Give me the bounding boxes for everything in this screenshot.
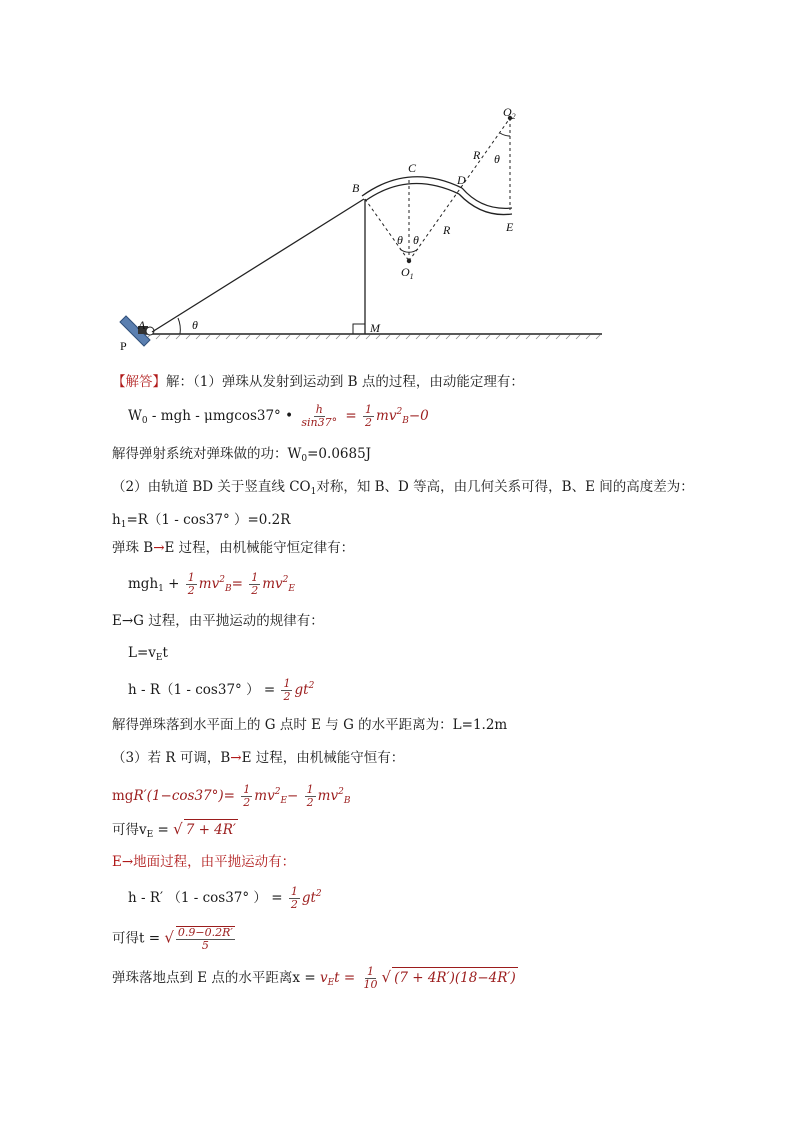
ground-hatch: [146, 335, 600, 339]
label-O2: $O_2$: [503, 105, 516, 121]
w0-result: 解得弹射系统对弹珠做的功：$W_0=0.0685J$: [112, 446, 372, 464]
angle-arc-o2: [500, 133, 510, 136]
equation-2: mgh$_1$ + $\frac{1}{2}$ $mv^2_B=$ $\frac{1}{2}$ $mv^2_E$: [128, 571, 295, 597]
label-theta-o2: θ: [494, 152, 500, 166]
part2-intro: （2）由轨道 BD 关于竖直线 $CO_1$对称，知 B、D 等高，由几何关系可得，B、E 间的高度差为：: [112, 479, 694, 497]
dash-o1-o2: [409, 118, 510, 261]
angle-arc-o1: [400, 249, 418, 252]
angle-arc: [178, 318, 180, 334]
label-R-top: R: [473, 148, 481, 162]
point-o1: [407, 259, 411, 263]
equation-1: $W_0$ - mgh - μmgcos37° • $\frac{h}{\sin 37^\circ}$ = $\frac{1}{2}$ $mv^2_B-0$: [128, 403, 429, 429]
h1-equation: $h_1=R(1 - \cos 37^\circ$ ）=0.2R: [112, 512, 291, 530]
equation-4: h - R（1 - cos37° ） = $\frac{1}{2}$ $gt^2$: [128, 677, 315, 703]
label-P: P: [120, 339, 127, 353]
part3-intro: （3）若 R 可调，B→E 过程，由机械能守恒有：: [112, 750, 405, 766]
equation-3: $L=v_Et$: [128, 645, 168, 663]
label-theta-right: θ: [413, 233, 419, 247]
label-D: D: [457, 173, 466, 187]
label-theta: θ: [192, 318, 198, 332]
t-result: 可得t = √ $\frac{0.9-0.2R'}{5}$: [112, 926, 233, 952]
e-ground-process: E→地面过程，由平抛运动有：: [112, 854, 296, 870]
label-C: C: [408, 161, 417, 175]
solution-header: 【解答】解：（1）弹珠从发射到运动到 B 点的过程，由动能定理有：: [112, 374, 524, 390]
ve-result: 可得$v_E$ = √ 7 + 4R′: [112, 820, 236, 840]
label-O1: $O_1$: [401, 265, 414, 281]
be-process: 弹珠 B→E 过程，由机械能守恒定律有：: [112, 540, 355, 556]
label-M: M: [370, 321, 380, 335]
equation-5: mgR′(1−cos37°)= $\frac{1}{2}$ $mv^2_E-$ $\frac{1}{2}$ $mv^2_B$: [112, 783, 351, 809]
label-theta-left: θ: [397, 233, 403, 247]
x-result: 弹珠落地点到 E 点的水平距离$x = v_Et$ = $\frac{1}{10}$ √ (7 + 4R′)(18−4R′): [112, 965, 516, 991]
equation-6: h - R′ （1 - cos37° ） = $\frac{1}{2}$ $gt^2$: [128, 885, 322, 911]
physics-diagram: [112, 104, 612, 356]
label-A: A: [138, 318, 146, 332]
label-R-mid: R: [443, 223, 451, 237]
track-de-outer: [462, 188, 512, 208]
eg-process: E→G 过程，由平抛运动的规律有：: [112, 613, 324, 629]
label-E: E: [506, 220, 514, 234]
result-2: 解得弹珠落到水平面上的 G 点时 E 与 G 的水平距离为：L=1.2m: [112, 717, 508, 733]
incline-line: [152, 199, 364, 332]
answer-tag: 【解答】: [112, 374, 166, 390]
label-B: B: [352, 181, 360, 195]
right-angle-mark: [353, 324, 365, 334]
dash-b-o1: [365, 199, 409, 261]
